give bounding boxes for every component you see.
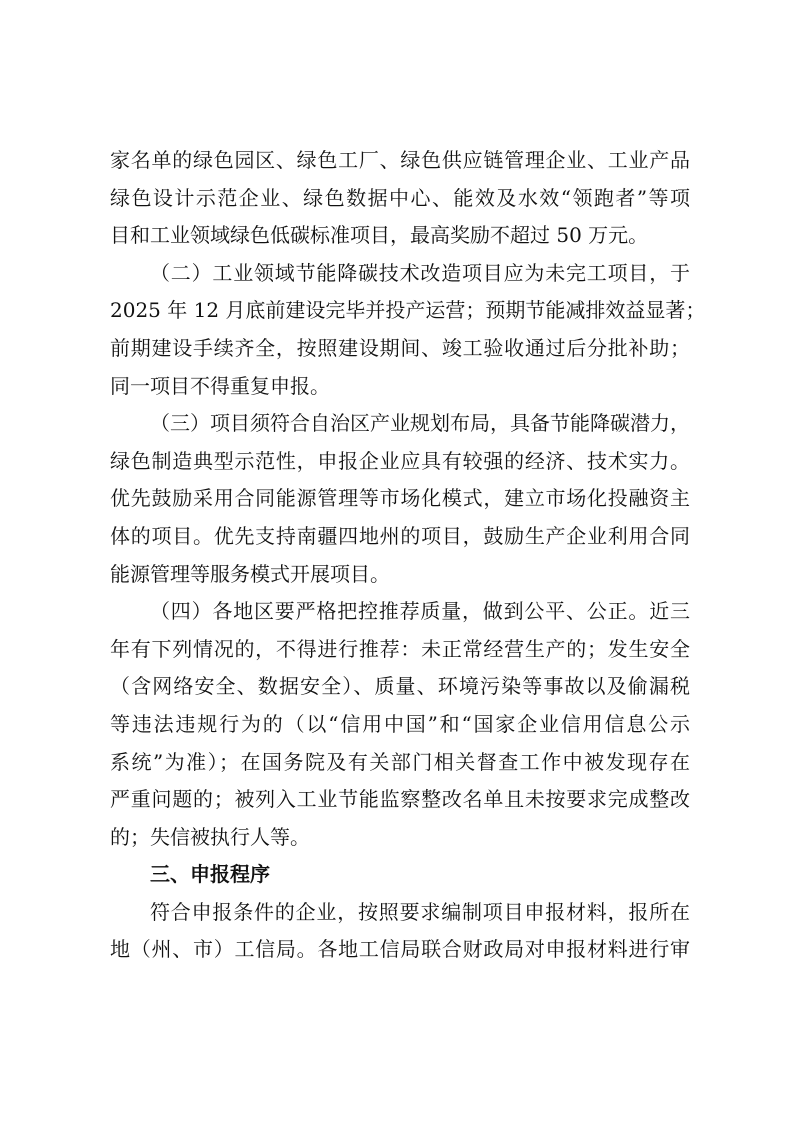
text-line: 前期建设手续齐全，按照建设期间、竣工验收通过后分批补助； <box>110 335 690 360</box>
text-line: （二）工业领域节能降碳技术改造项目应为未完工项目，于 <box>150 260 690 285</box>
text-line: 绿色设计示范企业、绿色数据中心、能效及水效“领跑者”等项 <box>110 185 690 210</box>
text-line: 系统”为准）；在国务院及有关部门相关督查工作中被发现存在 <box>110 749 690 774</box>
text-line: （含网络安全、数据安全）、质量、环境污染等事故以及偷漏税 <box>110 674 690 699</box>
text-line: 优先鼓励采用合同能源管理等市场化模式，建立市场化投融资主 <box>110 486 690 511</box>
text-line: 2025 年 12 月底前建设完毕并投产运营；预期节能减排效益显著； <box>110 298 706 323</box>
text-line: 地（州、市）工信局。各地工信局联合财政局对申报材料进行审 <box>110 937 690 962</box>
text-line: 家名单的绿色园区、绿色工厂、绿色供应链管理企业、工业产品 <box>110 148 690 172</box>
text-line: 符合申报条件的企业，按照要求编制项目申报材料，报所在 <box>150 899 690 924</box>
text-line: 能源管理等服务模式开展项目。 <box>110 561 390 586</box>
section-heading: 三、申报程序 <box>150 862 270 887</box>
text-line: 体的项目。优先支持南疆四地州的项目，鼓励生产企业利用合同 <box>110 523 690 548</box>
text-line: 绿色制造典型示范性，申报企业应具有较强的经济、技术实力。 <box>110 448 690 473</box>
text-line: （三）项目须符合自治区产业规划布局，具备节能降碳潜力， <box>150 411 690 436</box>
text-line: 目和工业领域绿色低碳标准项目，最高奖励不超过 50 万元。 <box>110 223 649 248</box>
text-line: （四）各地区要严格把控推荐质量，做到公平、公正。近三 <box>150 599 690 624</box>
text-line: 年有下列情况的，不得进行推荐：未正常经营生产的；发生安全 <box>110 636 690 661</box>
text-line: 严重问题的；被列入工业节能监察整改名单且未按要求完成整改 <box>110 787 690 812</box>
document-body <box>110 142 706 969</box>
text-line: 同一项目不得重复申报。 <box>110 373 330 398</box>
text-line: 等违法违规行为的（以“信用中国”和“国家企业信用信息公示 <box>110 711 690 736</box>
text-line: 的；失信被执行人等。 <box>110 824 310 849</box>
